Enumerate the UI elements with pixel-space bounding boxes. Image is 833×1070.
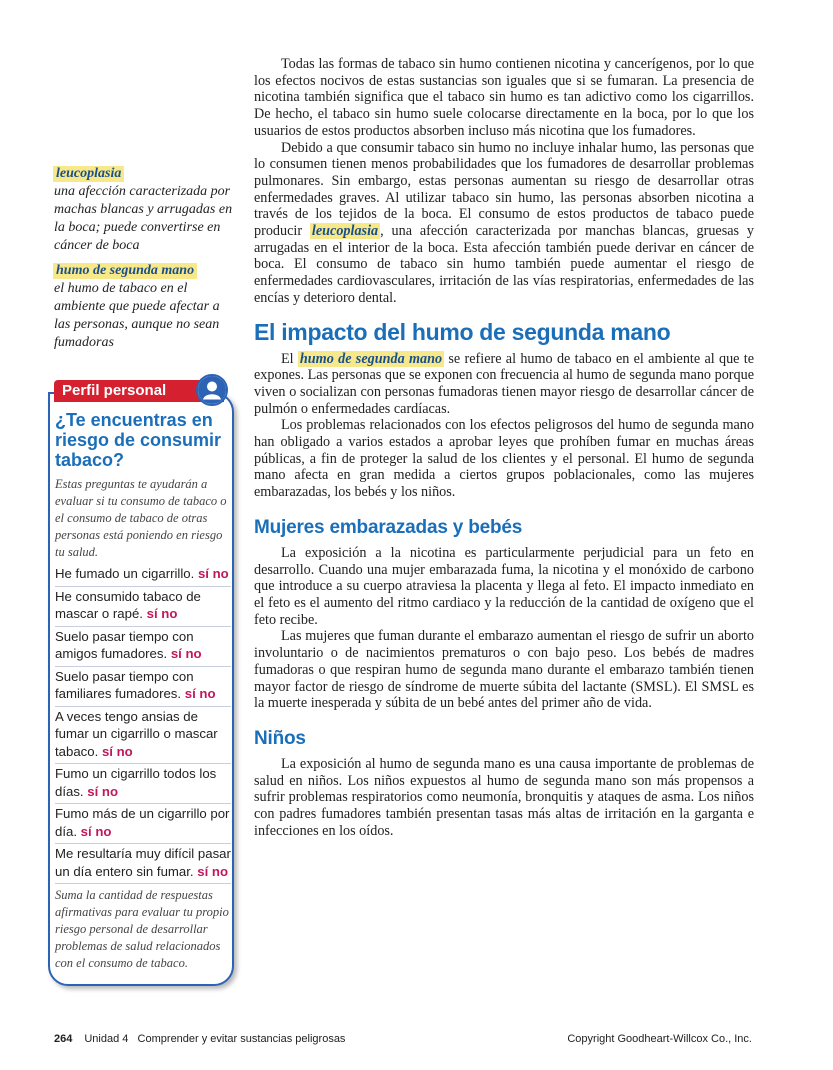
glossary-term: humo de segunda mano: [53, 263, 197, 279]
profile-content: [55, 410, 231, 972]
key-term-humo-segunda-mano[interactable]: humo de segunda mano: [299, 350, 443, 367]
yes-no-answer[interactable]: sí no: [101, 743, 133, 759]
profile-question: [55, 587, 231, 627]
copyright: Copyright Goodheart-Willcox Co., Inc.: [567, 1033, 752, 1045]
paragraph-text: Debido a que consumir tabaco sin humo no incluye inhalar humo, las personas que lo consumen tienen menos probabilidades que los fumadores de desarrollar problemas pulmonares. Sin embargo, estas personas aumentan su riesgo de desarrollar otras enfermedades graves. Al utilizar tabaco sin humo, las personas absorben nicotina a través de los tejidos de la boca. El consumo de estos productos de tabaco puede producir: [254, 139, 754, 240]
yes-no-answer[interactable]: sí no: [80, 823, 112, 839]
yes-no-answer[interactable]: sí no: [87, 783, 119, 799]
glossary-definition: una afección caracterizada por machas blancas y arrugadas en la boca; puede convertirse en cáncer de boca: [54, 184, 233, 253]
paragraph: La exposición a la nicotina es particularmente perjudicial para un feto en desarrollo. Cuando una mujer embarazada fuma, la nicotina y el monóxido de carbono que introduce a su cuerpo atraviesa la placenta y llega al feto. El impacto inmediato en el feto es el aumento del ritmo cardiaco y la reducción de la cantidad de oxígeno que el feto recibe.: [254, 544, 754, 628]
profile-outro: Suma la cantidad de respuestas afirmativas para evaluar tu propio riesgo personal de desarrollar problemas de salud relacionados con el consumo de tabaco.: [55, 888, 229, 970]
glossary-entry: [54, 261, 234, 352]
question-text: He fumado un cigarrillo.: [55, 566, 195, 581]
question-text: Suelo pasar tiempo con familiares fumadores.: [55, 668, 194, 701]
yes-no-answer[interactable]: sí no: [184, 686, 216, 701]
yes-no-answer[interactable]: sí no: [170, 646, 202, 661]
profile-question: [55, 627, 231, 667]
glossary-entry: [54, 164, 234, 255]
question-text: He consumido tabaco de mascar o rapé.: [55, 588, 201, 621]
page-number: 264: [54, 1033, 73, 1045]
yes-no-answer[interactable]: sí no: [197, 863, 229, 879]
unit-title: Unidad 4 Comprender y evitar sustancias peligrosas: [84, 1033, 346, 1045]
key-term-leucoplasia[interactable]: leucoplasia: [311, 223, 379, 240]
profile-question: [55, 844, 231, 884]
subheading-ninos: Niños: [254, 727, 306, 749]
paragraph-text: El: [281, 350, 298, 367]
yes-no-answer[interactable]: sí no: [197, 566, 229, 581]
profile-title: ¿Te encuentras en riesgo de consumir tabaco?: [55, 410, 222, 470]
question-text: Fumo un cigarrillo todos los días.: [55, 766, 217, 799]
paragraph: Todas las formas de tabaco sin humo contienen nicotina y cancerígenos, por lo que los efectos nocivos de estas sustancias son iguales que si se fumaran. La presencia de nicotina también significa que el tabaco sin humo es tan adictivo como los cigarrillos. De hecho, el tabaco sin humo suele colocarse directamente en la boca, por lo que los usuarios de estos productos absorben incluso más nicotina que los fumadores.: [254, 56, 754, 139]
personal-profile-box: [48, 380, 234, 984]
profile-intro: Estas preguntas te ayudarán a evaluar si tu consumo de tabaco o el consumo de tabaco de otras personas está poniendo en riesgo tu salud.: [55, 477, 227, 559]
person-icon: [196, 374, 228, 406]
profile-tab: Perfil personal: [54, 380, 224, 402]
profile-question: [55, 564, 231, 587]
main-column: [254, 56, 754, 839]
paragraph: [254, 351, 754, 418]
page-footer: [54, 1033, 752, 1045]
paragraph: Las mujeres que fuman durante el embarazo aumentan el riesgo de sufrir un aborto involuntario o de nacimientos prematuros o con bajo peso. Los bebés de madres fumadoras o que respiran humo de segunda mano durante el embarazo también tienen mayor factor de riesgo de síndrome de muerte súbita del lactante (SMSL). El SMSL es la muerte inesperada y súbita de un bebé antes del primer año de vida.: [254, 628, 754, 712]
section-heading-impact: El impacto del humo de segunda mano: [254, 318, 671, 345]
paragraph-text: , una afección caracterizada por manchas blancas, gruesas y arrugadas en el interior de la boca. Esta afección también puede derivar en cáncer de boca. El consumo de tabaco sin humo también puede aumentar el riesgo de enfermedades cardiovasculares, irritación de las vías respiratorias, enfermedades de las encías y deterioro dental.: [254, 223, 754, 306]
yes-no-answer[interactable]: sí no: [146, 606, 178, 621]
glossary-definition: el humo de tabaco en el ambiente que puede afectar a las personas, aunque no sean fumadoras: [54, 281, 220, 350]
paragraph: [254, 140, 754, 307]
question-text: Fumo más de un cigarrillo por día.: [55, 806, 230, 839]
paragraph-text: se refiere al humo de tabaco en el ambiente al que te expones. Las personas que se exponen con frecuencia al humo de segunda mano porque viven o socializan con personas fumadoras tienen mayor riesgo de desarrollar cáncer de pulmón o enfermedades cardíacas.: [254, 350, 755, 417]
paragraph: Los problemas relacionados con los efectos peligrosos del humo de segunda mano han obligado a varios estados a aprobar leyes que prohíben fumar en muchas áreas públicas, a fin de proteger la salud de los clientes y el personal. El humo de segunda mano afecta en gran medida a ciertos grupos poblacionales, como las mujeres embarazadas, los bebés y los niños.: [254, 417, 754, 501]
glossary-term: leucoplasia: [53, 166, 124, 182]
question-text: Me resultaría muy difícil pasar un día entero sin fumar.: [55, 846, 231, 879]
profile-question: [55, 804, 231, 844]
profile-question: [55, 707, 231, 765]
paragraph: La exposición al humo de segunda mano es una causa importante de problemas de salud en niños. Los niños expuestos al humo de segunda mano son más propensos a sufrir problemas respiratorios como neumonía, bronquitis y ataques de asma. Los niños con padres fumadores también presentan tasas más altas de irritación en la garganta e infecciones en los oídos.: [254, 755, 754, 839]
question-text: Suelo pasar tiempo con amigos fumadores.: [55, 628, 194, 661]
question-text: A veces tengo ansias de fumar un cigarrillo o mascar tabaco.: [55, 708, 218, 759]
profile-question: [55, 667, 231, 707]
glossary: [54, 164, 234, 358]
subheading-mujeres: Mujeres embarazadas y bebés: [254, 516, 523, 538]
profile-question: [55, 764, 231, 804]
